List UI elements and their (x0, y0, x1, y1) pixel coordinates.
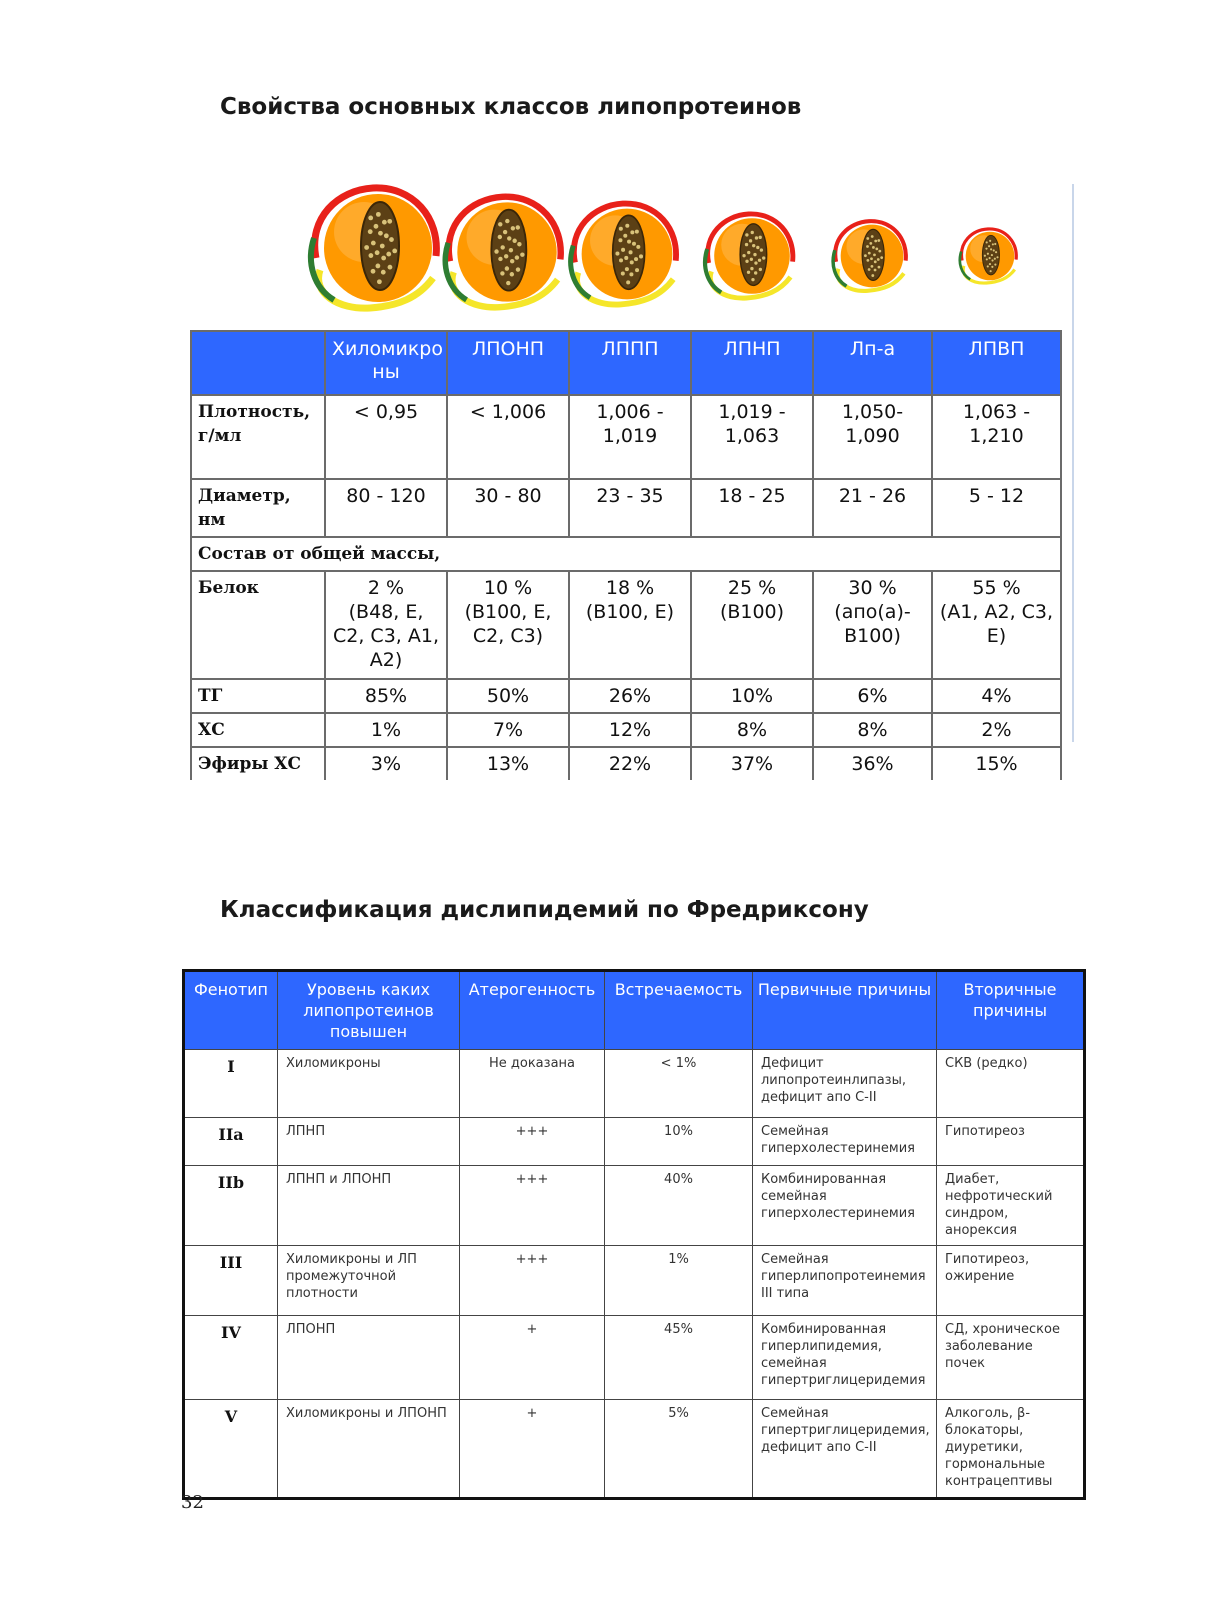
cell-value: 18 - 25 (691, 479, 813, 537)
col-lpa: Лп-а (813, 331, 932, 395)
frequency-cell: 1% (605, 1246, 753, 1316)
level-cell: ЛПНП (278, 1118, 460, 1166)
cell-value: 10% (691, 679, 813, 713)
cell-value: 1,006 - 1,019 (569, 395, 691, 479)
cell-value: 85% (325, 679, 447, 713)
row-label-xc: ХС (191, 713, 325, 747)
secondary-cell: СД, хроническое заболевание почек (937, 1316, 1085, 1400)
phenotype-cell: IV (184, 1316, 278, 1400)
cell-value: 5 - 12 (932, 479, 1061, 537)
primary-cell: Комбинированная семейная гиперхолестеринемия (753, 1166, 937, 1246)
fredrickson-table (182, 969, 1086, 1500)
cell-value: 15% (932, 747, 1061, 780)
cell-value: 1,063 - 1,210 (932, 395, 1061, 479)
primary-cell: Комбинированная гиперлипидемия, семейная гипертриглицеридемия (753, 1316, 937, 1400)
table-row (191, 537, 1061, 571)
cell-value: < 0,95 (325, 395, 447, 479)
table-row (191, 679, 1061, 713)
table-row (184, 1166, 1085, 1246)
table-row (191, 395, 1061, 479)
section1-title: Свойства основных классов липопротеинов (220, 94, 802, 120)
primary-cell: Семейная гипертриглицеридемия, дефицит апо C-II (753, 1400, 937, 1499)
phenotype-cell: V (184, 1400, 278, 1499)
col-hdl: ЛПВП (932, 331, 1061, 395)
table-row (191, 571, 1061, 679)
row-label-esters: Эфиры ХС (191, 747, 325, 780)
particle-vldl-icon (445, 197, 560, 308)
cell-value: 30 - 80 (447, 479, 569, 537)
primary-cell: Семейная гиперлипопротеинемия III типа (753, 1246, 937, 1316)
cell-value: 55 % (A1, A2, C3, E) (932, 571, 1061, 679)
particle-lpa-icon (833, 221, 906, 291)
primary-cell: Дефицит липопротеинлипазы, дефицит апо C-II (753, 1050, 937, 1118)
phenotype-cell: IIa (184, 1118, 278, 1166)
particle-ldl-icon (705, 214, 793, 298)
atherogenicity-cell: + (460, 1316, 605, 1400)
header-empty (191, 331, 325, 395)
cell-value: < 1,006 (447, 395, 569, 479)
atherogenicity-cell: +++ (460, 1166, 605, 1246)
cell-value: 7% (447, 713, 569, 747)
page-number: 32 (181, 1492, 204, 1513)
phenotype-cell: I (184, 1050, 278, 1118)
cell-value: 1,050- 1,090 (813, 395, 932, 479)
col-primary-causes: Первичные причины (753, 971, 937, 1050)
col-idl: ЛППП (569, 331, 691, 395)
row-label-diameter: Диаметр, нм (191, 479, 325, 537)
phenotype-cell: III (184, 1246, 278, 1316)
cell-value: 4% (932, 679, 1061, 713)
cell-value: 8% (691, 713, 813, 747)
cell-value: 1,019 - 1,063 (691, 395, 813, 479)
col-atherogenicity: Атерогенность (460, 971, 605, 1050)
atherogenicity-cell: +++ (460, 1246, 605, 1316)
primary-cell: Семейная гиперхолестеринемия (753, 1118, 937, 1166)
cell-value: 18 % (B100, E) (569, 571, 691, 679)
atherogenicity-cell: +++ (460, 1118, 605, 1166)
secondary-cell: Алкоголь, β-блокаторы, диуретики, гормональные контрацептивы (937, 1400, 1085, 1499)
table-header-row (184, 971, 1085, 1050)
level-cell: ЛПОНП (278, 1316, 460, 1400)
table-header-row (191, 331, 1061, 395)
lipoprotein-figure (182, 184, 1074, 775)
cell-value: 2 % (B48, E, C2, C3, A1, A2) (325, 571, 447, 679)
frequency-cell: 10% (605, 1118, 753, 1166)
cell-value: 36% (813, 747, 932, 780)
phenotype-cell: IIb (184, 1166, 278, 1246)
section2-title: Классификация дислипидемий по Фредриксону (220, 897, 869, 923)
cell-value: 2% (932, 713, 1061, 747)
particle-hdl-icon (960, 229, 1016, 283)
atherogenicity-cell: Не доказана (460, 1050, 605, 1118)
cell-value: 25 % (B100) (691, 571, 813, 679)
cell-value: 8% (813, 713, 932, 747)
particle-chylomicron-icon (311, 188, 436, 308)
row-label-tg: ТГ (191, 679, 325, 713)
table-row (184, 1050, 1085, 1118)
secondary-cell: Гипотиреоз (937, 1118, 1085, 1166)
cell-value: 6% (813, 679, 932, 713)
row-label-composition: Состав от общей массы, (191, 537, 1061, 571)
table-row (184, 1118, 1085, 1166)
cell-value: 13% (447, 747, 569, 780)
table-row (184, 1246, 1085, 1316)
secondary-cell: Диабет, нефротический синдром, анорексия (937, 1166, 1085, 1246)
cell-value: 80 - 120 (325, 479, 447, 537)
cell-value: 22% (569, 747, 691, 780)
table-row (184, 1400, 1085, 1499)
col-ldl: ЛПНП (691, 331, 813, 395)
cell-value: 26% (569, 679, 691, 713)
particle-idl-icon (571, 204, 676, 305)
cell-value: 23 - 35 (569, 479, 691, 537)
frequency-cell: 40% (605, 1166, 753, 1246)
table-row (191, 747, 1061, 780)
frequency-cell: 45% (605, 1316, 753, 1400)
col-vldl: ЛПОНП (447, 331, 569, 395)
cell-value: 21 - 26 (813, 479, 932, 537)
level-cell: Хиломикроны (278, 1050, 460, 1118)
level-cell: ЛПНП и ЛПОНП (278, 1166, 460, 1246)
cell-value: 37% (691, 747, 813, 780)
col-chylomicrons: Хиломикро ны (325, 331, 447, 395)
col-secondary-causes: Вторичные причины (937, 971, 1085, 1050)
secondary-cell: Гипотиреоз, ожирение (937, 1246, 1085, 1316)
cell-value: 10 % (B100, E, C2, C3) (447, 571, 569, 679)
col-frequency: Встречаемость (605, 971, 753, 1050)
secondary-cell: СКВ (редко) (937, 1050, 1085, 1118)
cell-value: 30 % (апо(а)- B100) (813, 571, 932, 679)
table-row (184, 1316, 1085, 1400)
cell-value: 12% (569, 713, 691, 747)
cell-value: 1% (325, 713, 447, 747)
frequency-cell: 5% (605, 1400, 753, 1499)
row-label-density: Плотность, г/мл (191, 395, 325, 479)
lipoprotein-particles (182, 184, 1072, 324)
table-row (191, 479, 1061, 537)
cell-value: 50% (447, 679, 569, 713)
atherogenicity-cell: + (460, 1400, 605, 1499)
col-phenotype: Фенотип (184, 971, 278, 1050)
cell-value: 3% (325, 747, 447, 780)
row-label-protein: Белок (191, 571, 325, 679)
col-level: Уровень каких липопротеинов повышен (278, 971, 460, 1050)
table-row (191, 713, 1061, 747)
level-cell: Хиломикроны и ЛПОНП (278, 1400, 460, 1499)
level-cell: Хиломикроны и ЛП промежуточной плотности (278, 1246, 460, 1316)
lipoprotein-properties-table (190, 330, 1062, 780)
frequency-cell: < 1% (605, 1050, 753, 1118)
